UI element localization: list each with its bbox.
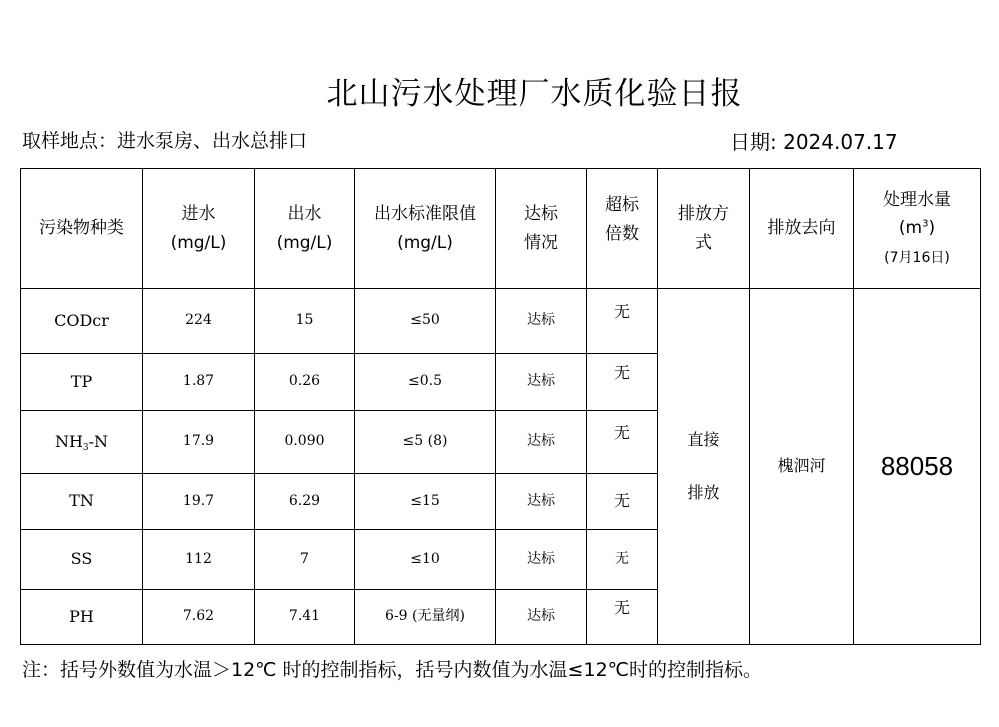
header-limit: 出水标准限值 (mg/L) bbox=[355, 169, 496, 289]
pollutant-name: CODcr bbox=[21, 289, 143, 354]
outflow-value: 0.090 bbox=[255, 411, 355, 474]
treated-volume: 88058 bbox=[854, 289, 981, 645]
limit-value: ≤5 (8) bbox=[355, 411, 496, 474]
outflow-value: 0.26 bbox=[255, 354, 355, 411]
exceed-multiple: 无 bbox=[587, 590, 658, 645]
limit-value: 6-9 (无量纲) bbox=[355, 590, 496, 645]
discharge-mode: 直接 排放 bbox=[658, 289, 750, 645]
limit-value: ≤15 bbox=[355, 474, 496, 530]
pollutant-name: PH bbox=[21, 590, 143, 645]
header-compliance: 达标 情况 bbox=[496, 169, 587, 289]
report-date: 日期: 2024.07.17 bbox=[730, 130, 898, 154]
water-quality-table bbox=[20, 168, 981, 645]
pollutant-name: TN bbox=[21, 474, 143, 530]
sampling-location: 取样地点：进水泵房、出水总排口 bbox=[22, 130, 308, 152]
report-title: 北山污水处理厂水质化验日报 bbox=[326, 76, 743, 112]
outflow-value: 15 bbox=[255, 289, 355, 354]
limit-value: ≤0.5 bbox=[355, 354, 496, 411]
limit-value: ≤50 bbox=[355, 289, 496, 354]
discharge-destination: 槐泗河 bbox=[750, 289, 854, 645]
footnote: 注：括号外数值为水温＞12℃ 时的控制指标，括号内数值为水温≤12℃时的控制指标。 bbox=[22, 659, 762, 681]
pollutant-name: TP bbox=[21, 354, 143, 411]
exceed-multiple: 无 bbox=[587, 411, 658, 474]
table-header-row bbox=[21, 169, 981, 289]
header-exceed: 超标 倍数 bbox=[587, 169, 658, 289]
header-volume: 处理水量 $(m^3)$ (7月16日) bbox=[854, 169, 981, 289]
header-pollutant: 污染物种类 bbox=[21, 169, 143, 289]
compliance-status: 达标 bbox=[496, 530, 587, 590]
header-discharge-dest: 排放去向 bbox=[750, 169, 854, 289]
exceed-multiple: 无 bbox=[587, 354, 658, 411]
pollutant-name: SS bbox=[21, 530, 143, 590]
compliance-status: 达标 bbox=[496, 354, 587, 411]
inflow-value: 1.87 bbox=[143, 354, 255, 411]
header-outflow: 出水 (mg/L) bbox=[255, 169, 355, 289]
inflow-value: 19.7 bbox=[143, 474, 255, 530]
table-row bbox=[21, 289, 981, 354]
exceed-multiple: 无 bbox=[587, 474, 658, 530]
pollutant-name: $NH_3-N$ bbox=[21, 411, 143, 474]
compliance-status: 达标 bbox=[496, 474, 587, 530]
outflow-value: 7 bbox=[255, 530, 355, 590]
compliance-status: 达标 bbox=[496, 411, 587, 474]
exceed-multiple: 无 bbox=[587, 289, 658, 354]
compliance-status: 达标 bbox=[496, 590, 587, 645]
inflow-value: 224 bbox=[143, 289, 255, 354]
header-inflow: 进水 (mg/L) bbox=[143, 169, 255, 289]
outflow-value: 6.29 bbox=[255, 474, 355, 530]
inflow-value: 17.9 bbox=[143, 411, 255, 474]
compliance-status: 达标 bbox=[496, 289, 587, 354]
header-discharge-mode: 排放方 式 bbox=[658, 169, 750, 289]
limit-value: ≤10 bbox=[355, 530, 496, 590]
inflow-value: 7.62 bbox=[143, 590, 255, 645]
inflow-value: 112 bbox=[143, 530, 255, 590]
outflow-value: 7.41 bbox=[255, 590, 355, 645]
exceed-multiple: 无 bbox=[587, 530, 658, 590]
